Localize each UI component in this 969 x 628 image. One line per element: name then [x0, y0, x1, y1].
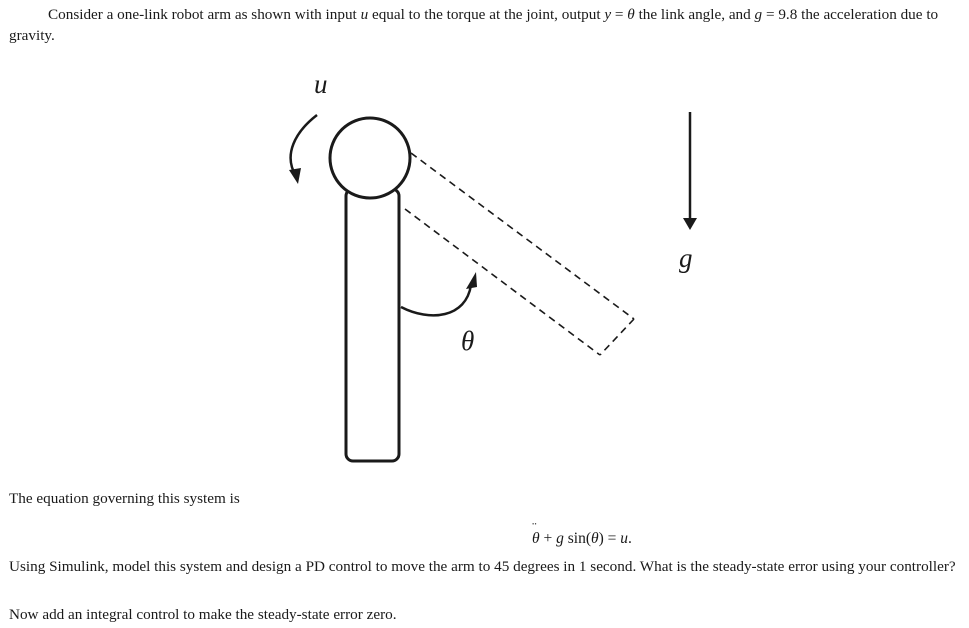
- joint-circle: [330, 118, 410, 198]
- equals-sign-2: =: [762, 6, 779, 23]
- intro-paragraph: [9, 4, 959, 46]
- intro-text-1: Consider a one-link robot arm as shown with input: [48, 6, 361, 23]
- var-y: y: [604, 6, 612, 23]
- gravity-arrow: [683, 112, 697, 230]
- torque-arrow: [289, 115, 317, 184]
- eq-g: g: [556, 530, 564, 547]
- angle-arrow: [401, 272, 477, 315]
- rotated-link-dashed: [405, 153, 634, 355]
- governing-text: The equation governing this system is: [9, 490, 240, 507]
- eq-period: .: [628, 530, 632, 547]
- angle-label-theta: θ: [461, 326, 475, 356]
- eq-u: u: [620, 530, 629, 547]
- intro-text-4: the acceleration due to gravity.: [9, 6, 939, 44]
- eq-sin: sin(: [563, 530, 591, 547]
- var-u: u: [360, 6, 369, 23]
- var-g: g: [754, 6, 763, 23]
- equals-sign-1: =: [611, 6, 628, 23]
- task-text: Using Simulink, model this system and design a PD control to move the arm to 45 degrees in 1 second. What is the steady-state error using your controller?: [9, 558, 956, 575]
- g-value: 9.8: [778, 6, 798, 23]
- theta-double-dot: ¨ θ: [532, 529, 540, 549]
- eq-plus: +: [539, 530, 557, 547]
- eq-equals: =: [603, 530, 621, 547]
- followup-text: Now add an integral control to make the steady-state error zero.: [9, 606, 397, 623]
- governing-equation: [532, 529, 632, 549]
- intro-text-3: the link angle, and: [634, 6, 755, 23]
- var-theta: θ: [627, 6, 635, 23]
- eq-theta: θ: [591, 530, 599, 547]
- eq-close-paren: ): [598, 530, 604, 547]
- gravity-label-g: g: [679, 243, 693, 273]
- intro-text-2: equal to the torque at the joint, output: [368, 6, 605, 23]
- torque-label-u: u: [314, 69, 328, 99]
- arm-link: [346, 189, 399, 461]
